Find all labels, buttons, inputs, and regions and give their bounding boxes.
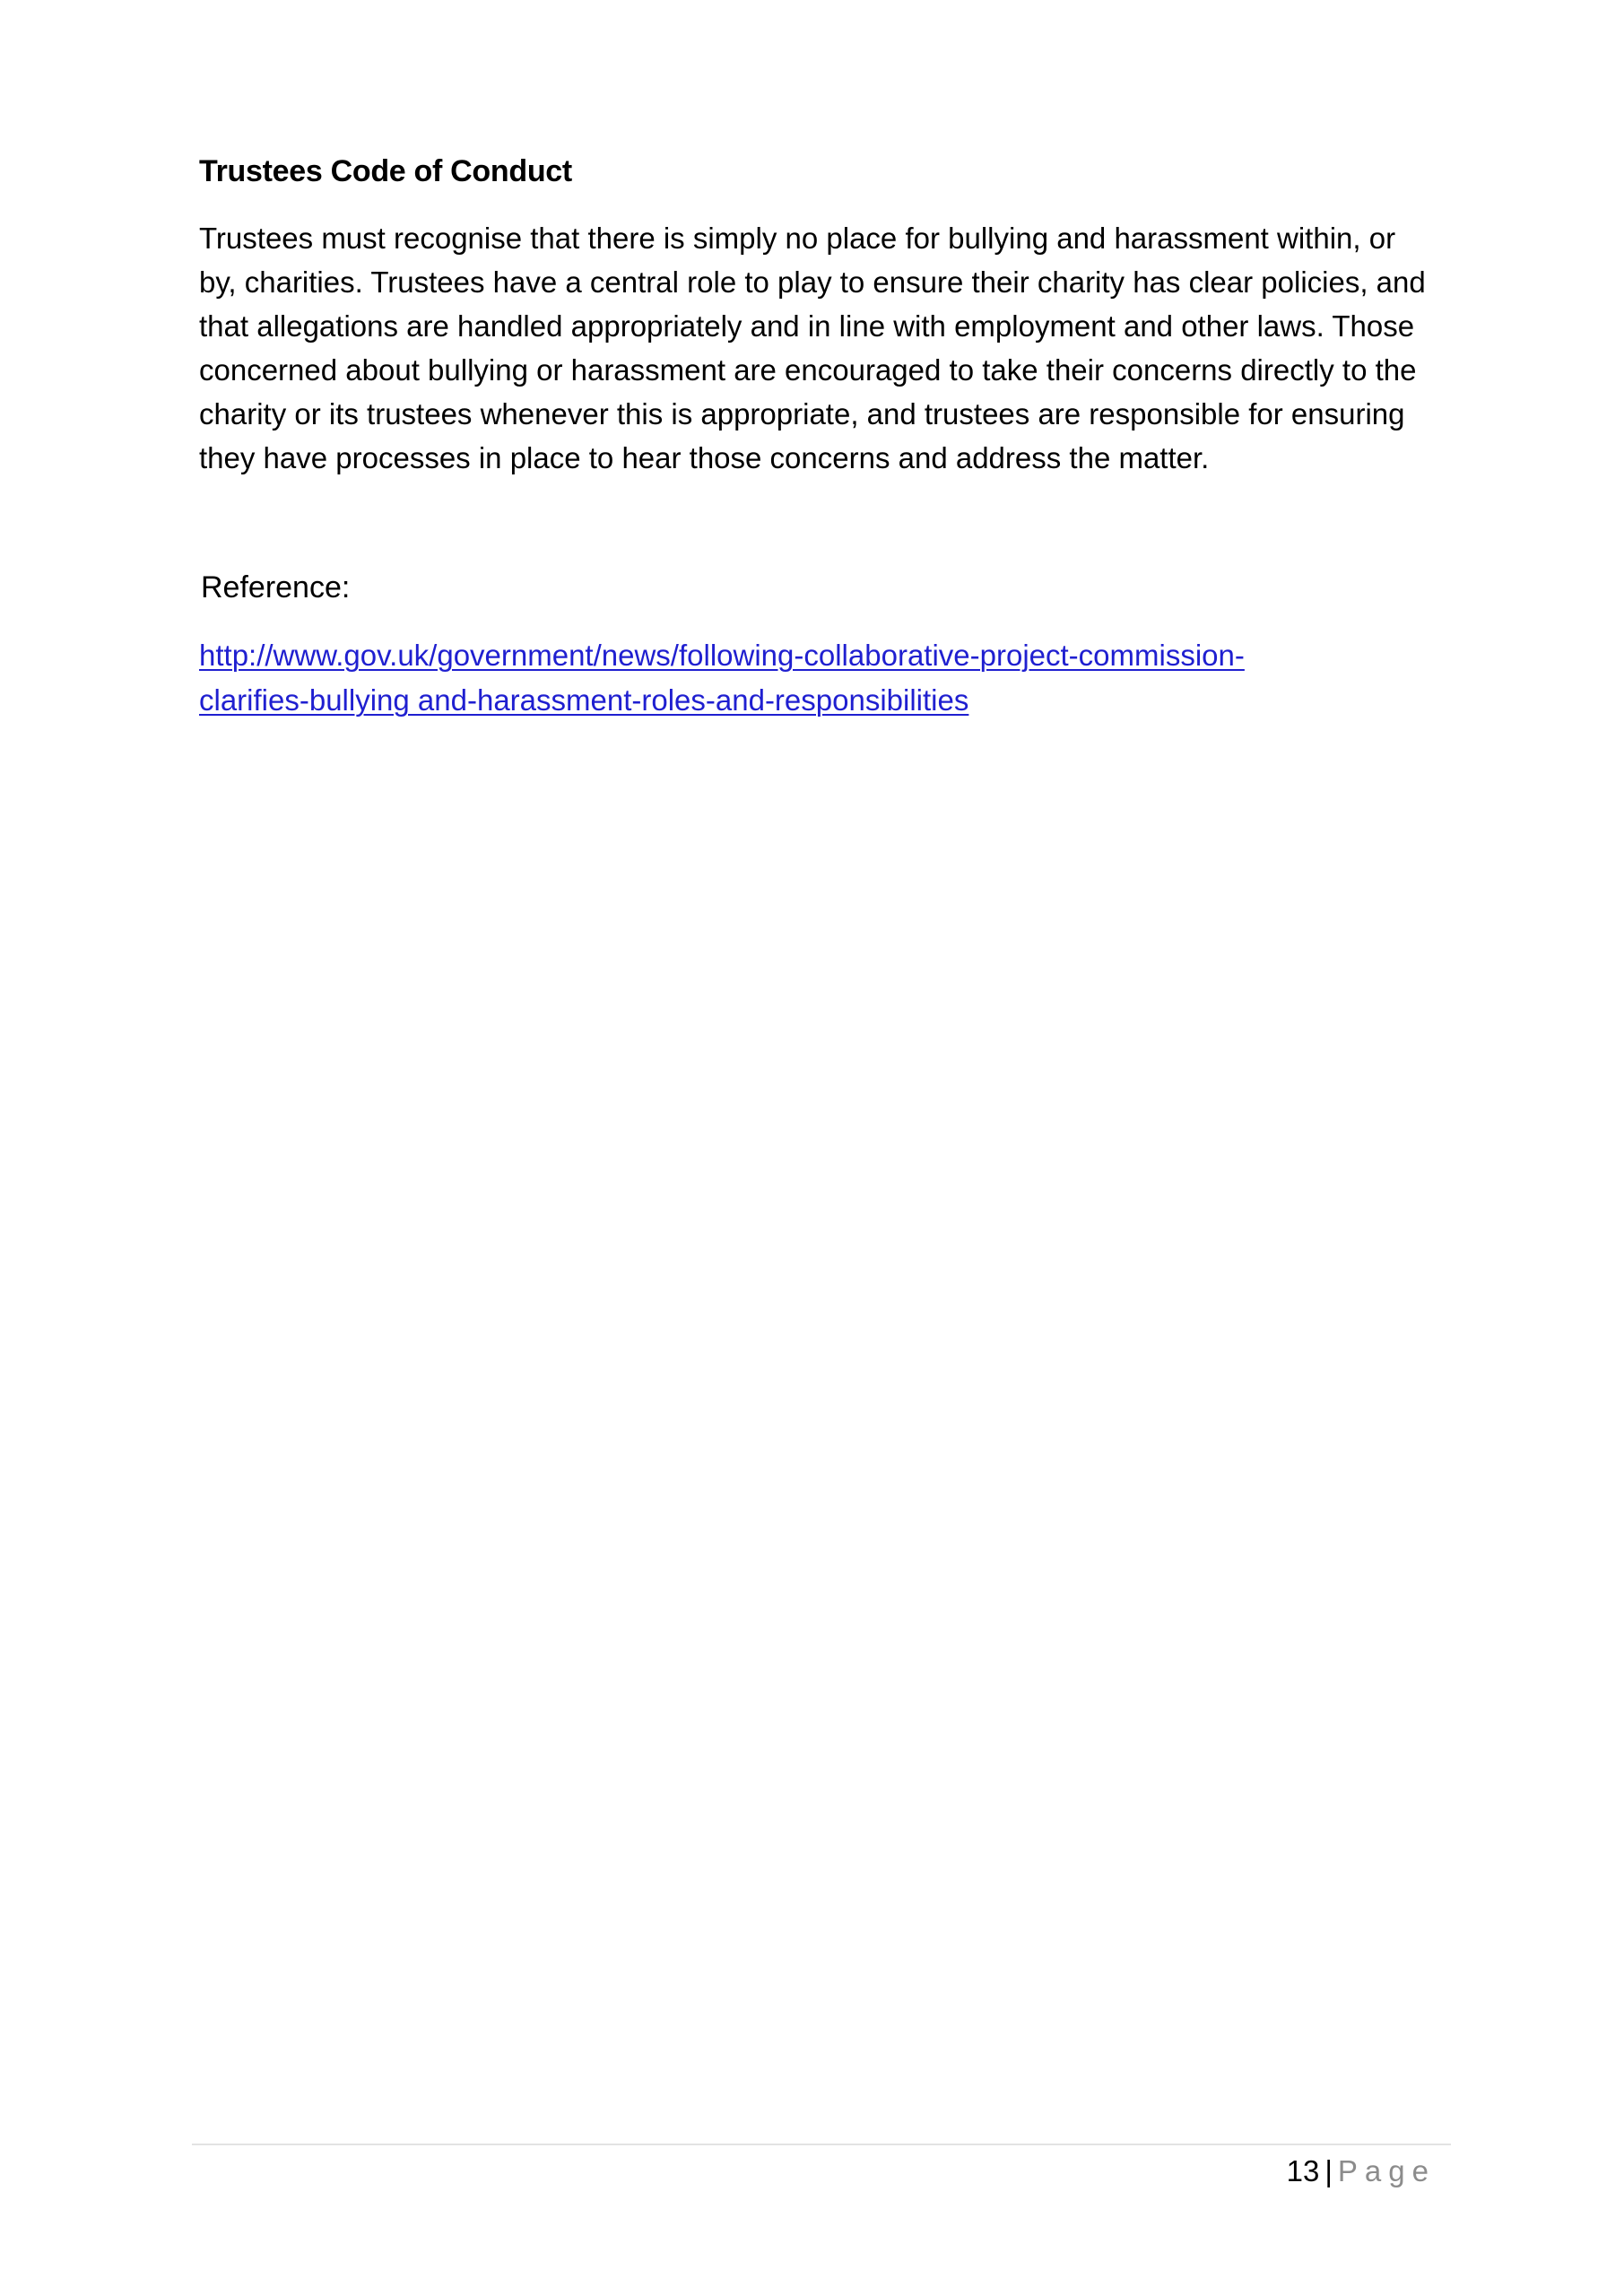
- reference-link-line[interactable]: [199, 633, 1455, 678]
- page-footer: [1287, 2151, 1436, 2192]
- footer-divider: [192, 2144, 1451, 2145]
- reference-link-text[interactable]: http://www.gov.uk/government/news/following-collaborative-project-commission-: [199, 639, 1245, 672]
- page-separator: |: [1324, 2154, 1333, 2187]
- reference-link[interactable]: [199, 633, 1455, 723]
- reference-link-line[interactable]: [199, 678, 1455, 723]
- page-number: 13: [1286, 2154, 1320, 2187]
- page-label: Page: [1337, 2154, 1436, 2187]
- body-paragraph: [199, 216, 1455, 480]
- section-heading: Trustees Code of Conduct: [199, 154, 572, 188]
- body-line: charity or its trustees whenever this is appropriate, and trustees are responsible for ensuring: [199, 397, 1405, 430]
- reference-label: Reference:: [201, 570, 351, 604]
- body-line: Trustees must recognise that there is simply no place for bullying and harassment within, or: [199, 222, 1396, 255]
- body-line: they have processes in place to hear those concerns and address the matter.: [199, 441, 1210, 474]
- body-line: by, charities. Trustees have a central role to play to ensure their charity has clear policies, and: [199, 265, 1426, 299]
- reference-link-text[interactable]: clarifies-bullying and-harassment-roles-and-responsibilities: [199, 683, 969, 717]
- body-line: concerned about bullying or harassment are encouraged to take their concerns directly to the: [199, 353, 1417, 387]
- body-line: that allegations are handled appropriately and in line with employment and other laws. Those: [199, 309, 1415, 343]
